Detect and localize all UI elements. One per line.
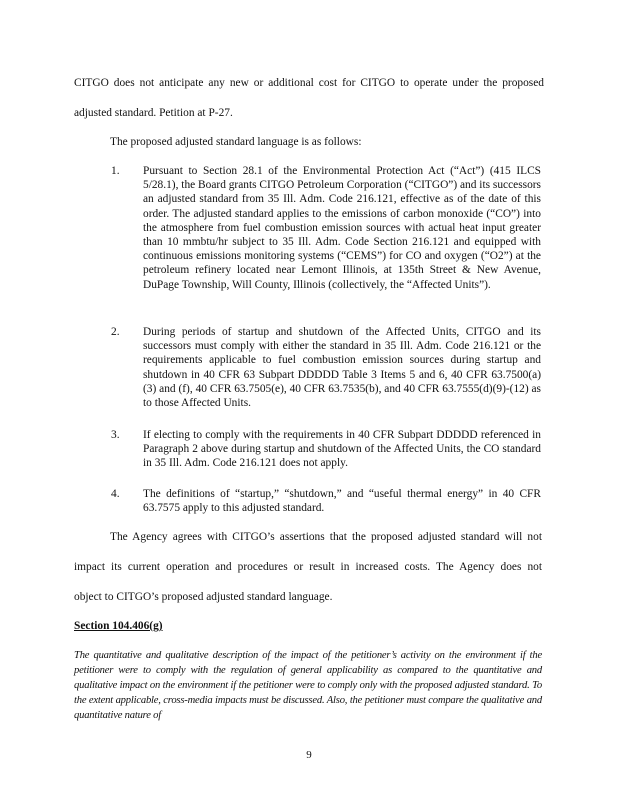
item-text: If electing to comply with the requirements in 40 CFR Subpart DDDDD referenced in Paragraph 2 above during startup and shutdown of the Affected Units, the CO standard in 35 Ill. Adm. Code 216.121 does not apply. [143, 429, 541, 470]
item-number: 2. [111, 326, 120, 338]
item-number: 1. [111, 165, 120, 177]
item-text: Pursuant to Section 28.1 of the Environmental Protection Act (“Act”) (415 ILCS 5/28.1), the Board grants CITGO Petroleum Corporation (“CITGO”) and its successors an adjusted standard from 35 Ill. Adm. Code 216.121, effective as of the date of this order. The adjusted standard applies to the emissions of carbon monoxide (“CO”) into the atmosphere from fuel combustion emission sources with actual heat input greater than 10 mmbtu/hr subject to 35 Ill. Adm. Code Section 216.121 and equipped with continuous emissions monitoring systems (“CEMS”) for CO and oxygen (“O2”) at the petroleum refinery located near Lemont Illinois, at 135th Street & New Avenue, DuPage Township, Will County, Illinois (collectively, the “Affected Units”). [143, 165, 541, 291]
item-text: The definitions of “startup,” “shutdown,” and “useful thermal energy” in 40 CFR 63.7575 apply to this adjusted standard. [143, 488, 541, 515]
item-text: During periods of startup and shutdown of the Affected Units, CITGO and its successors must comply with either the standard in 35 Ill. Adm. Code 216.121 or the requirements applicable to fuel combustion emission sources during startup and shutdown in 40 CFR 63 Subpart DDDDD Table 3 Items 5 and 6, 40 CFR 63.7500(a)(3) and (f), 40 CFR 63.7505(e), 40 CFR 63.7535(b), and 40 CFR 63.7555(d)(9)-(12) as to those Affected Units. [143, 326, 541, 410]
agency-line-3: object to CITGO’s proposed adjusted standard language. [74, 591, 333, 603]
page-number: 9 [306, 749, 312, 761]
agency-line-1: The Agency agrees with CITGO’s assertions that the proposed adjusted standard will not [110, 531, 542, 543]
quoted-regulation: The quantitative and qualitative description of the impact of the petitioner’s activity on the environment if the petitioner were to comply with the regulation of general applicability as compared to the quantitative and qualitative impact on the environment if the petitioner were to comply only with the proposed adjusted standard. To the extent applicable, cross-media impacts must be discussed. Also, the petitioner must compare the qualitative and quantitative nature of [74, 650, 542, 721]
intro-line-1: CITGO does not anticipate any new or additional cost for CITGO to operate under the proposed [74, 77, 544, 89]
intro-line-2: adjusted standard. Petition at P-27. [74, 107, 233, 119]
item-number: 4. [111, 488, 120, 500]
section-heading: Section 104.406(g) [74, 620, 163, 632]
item-number: 3. [111, 429, 120, 441]
agency-line-2: impact its current operation and procedures or result in increased costs. The Agency does not [74, 561, 542, 573]
lead-in-text: The proposed adjusted standard language is as follows: [110, 136, 362, 148]
